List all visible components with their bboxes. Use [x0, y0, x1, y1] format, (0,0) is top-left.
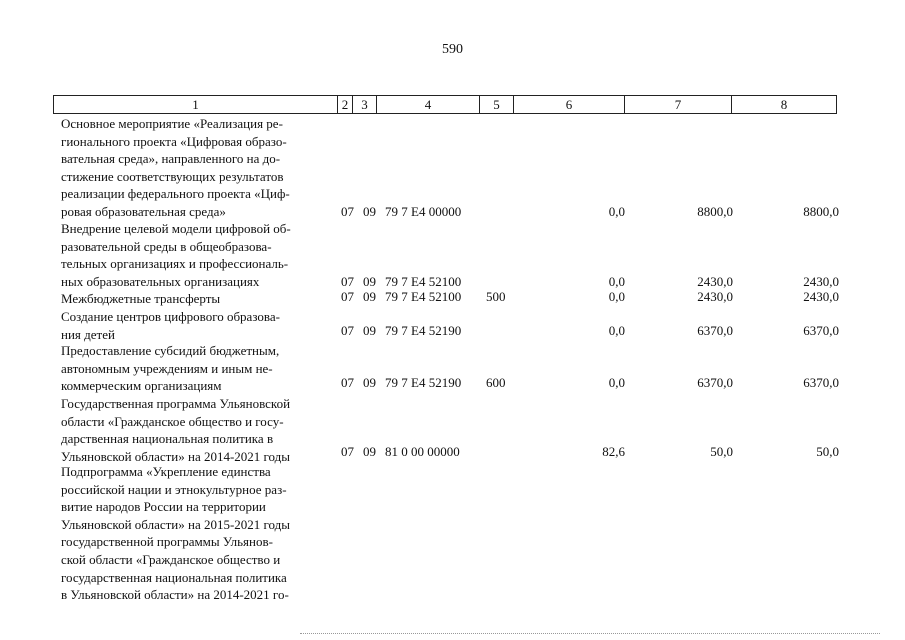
- cell-section: 07: [341, 444, 354, 459]
- row-description: Основное мероприятие «Реализация ре- гионального проекта «Цифровая образо- вательная среда», направленного на до- стижение соответствующих результатов реализации федерального проекта «Циф- ровая образовательная среда»: [61, 116, 290, 219]
- cell-value-6: 0,0: [608, 274, 625, 289]
- header-col-3: 3: [353, 96, 377, 113]
- cell-value-8: 2430,0: [803, 289, 839, 304]
- cell-target-code: 79 7 E4 52190: [385, 323, 462, 338]
- cell-value-6: 0,0: [608, 289, 625, 304]
- cell-expense-type: 600: [486, 375, 506, 390]
- cell-subsection: 09: [363, 323, 376, 338]
- page-number: 590: [442, 42, 463, 57]
- cell-value-7: 8800,0: [697, 204, 733, 219]
- header-col-1: 1: [54, 96, 338, 113]
- cell-value-7: 2430,0: [697, 274, 733, 289]
- cell-target-code: 79 7 E4 52190: [385, 375, 462, 390]
- row-description: Внедрение целевой модели цифровой об- разовательной среды в общеобразова- тельных организациях и профессиональ- ных образовательных организациях: [61, 221, 291, 289]
- header-col-7: 7: [625, 96, 732, 113]
- cell-section: 07: [341, 289, 354, 304]
- cell-target-code: 79 7 E4 00000: [385, 204, 462, 219]
- cell-section: 07: [341, 375, 354, 390]
- header-col-4: 4: [377, 96, 480, 113]
- cell-value-8: 6370,0: [803, 375, 839, 390]
- row-description: Государственная программа Ульяновской области «Гражданское общество и госу- дарственная национальная политика в Ульяновской области» на 2014-2021 годы: [61, 396, 291, 464]
- cell-subsection: 09: [363, 444, 376, 459]
- cell-value-7: 6370,0: [697, 323, 733, 338]
- header-col-6: 6: [514, 96, 625, 113]
- cell-value-6: 0,0: [608, 323, 625, 338]
- row-description: Предоставление субсидий бюджетным, автономным учреждениям и иным не- коммерческим организациям: [61, 343, 280, 394]
- cell-target-code: 79 7 E4 52100: [385, 274, 462, 289]
- row-description: Межбюджетные трансферты: [61, 291, 221, 306]
- cell-subsection: 09: [363, 289, 376, 304]
- cell-section: 07: [341, 204, 354, 219]
- table-header: [53, 95, 837, 114]
- cell-target-code: 81 0 00 00000: [385, 444, 460, 459]
- cell-subsection: 09: [363, 375, 376, 390]
- cell-subsection: 09: [363, 204, 376, 219]
- cell-section: 07: [341, 274, 354, 289]
- cell-value-6: 0,0: [608, 375, 625, 390]
- cell-section: 07: [341, 323, 354, 338]
- cell-value-7: 50,0: [710, 444, 733, 459]
- cell-value-8: 8800,0: [803, 204, 839, 219]
- row-description: Создание центров цифрового образова- ния детей: [61, 309, 280, 342]
- cell-expense-type: 500: [486, 289, 506, 304]
- cell-target-code: 79 7 E4 52100: [385, 289, 462, 304]
- header-col-5: 5: [480, 96, 514, 113]
- cell-subsection: 09: [363, 274, 376, 289]
- cell-value-6: 82,6: [602, 444, 625, 459]
- scan-artifact-line: [300, 633, 880, 637]
- cell-value-8: 2430,0: [803, 274, 839, 289]
- cell-value-7: 6370,0: [697, 375, 733, 390]
- row-description: Подпрограмма «Укрепление единства российской нации и этнокультурное раз- витие народов России на территории Ульяновской области» на 2015-2021 годы государственной программы Ульянов- ской области «Гражданское общество и государственная национальная политика в Ульяновской области» на 2014-2021 го-: [61, 464, 291, 603]
- header-col-8: 8: [780, 97, 788, 112]
- cell-value-8: 50,0: [816, 444, 839, 459]
- cell-value-8: 6370,0: [803, 323, 839, 338]
- header-col-2: 2: [338, 96, 353, 113]
- cell-value-7: 2430,0: [697, 289, 733, 304]
- cell-value-6: 0,0: [608, 204, 625, 219]
